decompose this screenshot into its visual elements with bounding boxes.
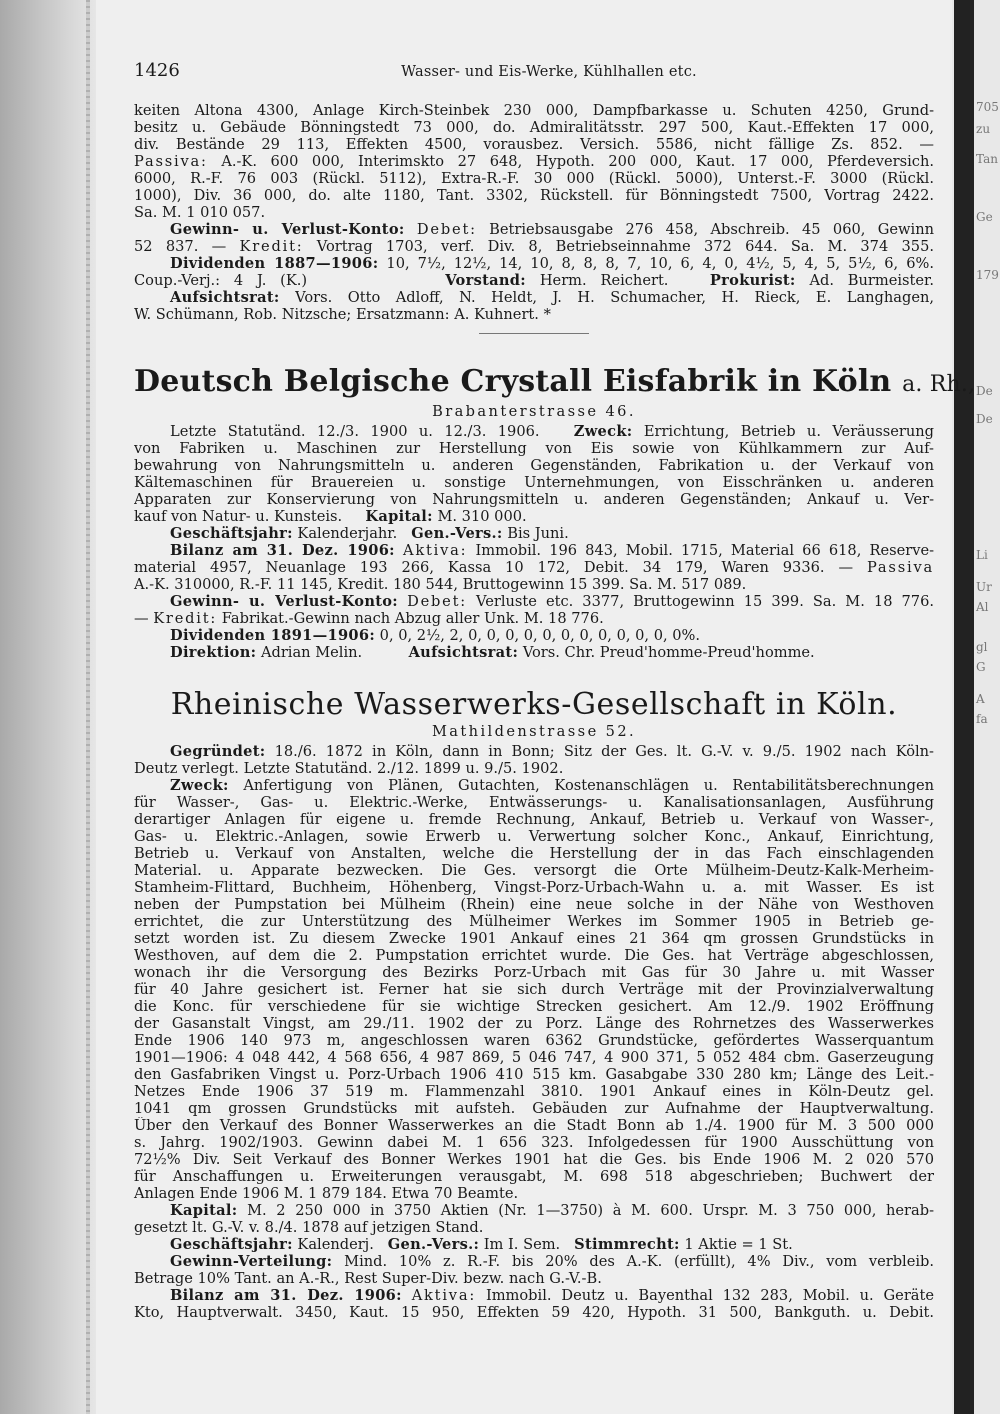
margin-fragment: Tan (976, 152, 998, 166)
margin-fragment: A (976, 692, 985, 706)
geschaeftsjahr-label: Geschäftsjahr: (170, 525, 293, 542)
text-line: 1901—1906: 4 048 442, 4 568 656, 4 987 869, 5 046 747, 4 900 371, 5 052 484 cbm. Gaserzeugung (134, 1049, 934, 1066)
text-line: s. Jahrg. 1902/1903. Gewinn dabei M. 1 656 323. Infolgedessen für 1900 Ausschüttung von (134, 1134, 934, 1151)
prokurist-text: Ad. Burmeister. (809, 272, 934, 289)
company-title: Rheinische Wasserwerks-Gesellschaft in Köln. (170, 687, 898, 722)
text-line: Apparaten zur Konservierung von Nahrungsmitteln u. anderen Gegenständen; Ankauf u. Ver- (134, 491, 934, 508)
margin-fragment: Ur (976, 580, 992, 594)
stimmrecht-text: 1 Aktie = 1 St. (684, 1236, 793, 1253)
aufsichtsrat-text: Vors. Chr. Preud'homme-Preud'homme. (522, 644, 815, 661)
dividends-values: 0, 0, 2½, 2, 0, 0, 0, 0, 0, 0, 0, 0, 0, 0, 0, 0%. (379, 627, 701, 644)
prokurist-label: Prokurist: (709, 272, 796, 289)
text-line: Kältemaschinen für Brauereien u. sonstige Unternehmungen, von Eisschränken u. anderen (134, 474, 934, 491)
page-number: 1426 (134, 60, 180, 81)
coup-vorstand-line (134, 272, 934, 289)
margin-fragment: Al (976, 600, 989, 614)
text-line: Kto, Hauptverwalt. 3450, Kaut. 15 950, Effekten 59 420, Hypoth. 31 500, Bankguth. u. Debit. (134, 1304, 934, 1321)
margin-fragment: 705 (976, 100, 999, 114)
statut-text: Letzte Statutänd. 12./3. 1900 u. 12./3. 1906. (170, 423, 540, 440)
zweck-last: kauf von Natur- u. Kunsteis. (134, 508, 343, 525)
text-line: von Fabriken u. Maschinen zur Herstellung von Eis sowie von Kühlkammern zur Auf- (134, 440, 934, 457)
geschaeftsjahr-label: Geschäftsjahr: (170, 1236, 293, 1253)
direktion-line (134, 644, 934, 661)
text-line: 6000, R.-F. 76 003 (Rückl. 5112), Extra-R.-F. 30 000 (Rückl. 5000), Unterst.-F. 3000 (Rückl. (134, 170, 934, 187)
kapital-label: Kapital: (365, 508, 433, 525)
gewinnverteilung-label: Gewinn-Verteilung: (170, 1253, 333, 1270)
section-separator (479, 333, 589, 334)
guv-line-2 (134, 238, 934, 255)
kapital-label: Kapital: (170, 1202, 238, 1219)
text-line: Stamheim-Flittard, Buchheim, Höhenberg, Vingst-Porz-Urbach-Wahn u. a. mit Wasser. Es ist (134, 879, 934, 896)
margin-fragment: fa (976, 712, 988, 726)
genvers-label: Gen.-Vers.: (411, 525, 503, 542)
guv-line (134, 593, 934, 610)
company-address: Brabanterstrasse 46. (432, 403, 636, 420)
company-section-rheinische-wasserwerks (134, 687, 934, 1321)
text-line: Gas- u. Elektric.-Anlagen, sowie Erwerb u. Verwertung solcher Konc., Ankauf, Einrichtung, (134, 828, 934, 845)
text-line: gesetzt lt. G.-V. v. 8./4. 1878 auf jetzigen Stand. (134, 1219, 484, 1236)
aufsichtsrat-text: Vors. Otto Adloff, N. Heldt, J. H. Schumacher, H. Rieck, E. Langhagen, (295, 289, 934, 306)
coup-text: Coup.-Verj.: 4 J. (K.) (134, 272, 308, 289)
gutter-shadow-bar (954, 0, 974, 1414)
kapital-text: M. 310 000. (437, 508, 527, 525)
zweck-label: Zweck: (170, 777, 229, 794)
gj-gv-line (134, 525, 934, 542)
genvers-text: Im I. Sem. (483, 1236, 561, 1253)
company-location: a. Rh., (902, 372, 976, 397)
guv-kredit-text: Vortrag 1703, verf. Div. 8, Betriebseinnahme 372 644. Sa. M. 374 355. (316, 238, 934, 255)
margin-fragment: Ge (976, 210, 993, 224)
geschaeftsjahr-text: Kalenderjahr. (297, 525, 398, 542)
text-line: Westhoven, auf dem die 2. Pumpstation errichtet wurde. Die Ges. hat Verträge abgeschlossen, (134, 947, 934, 964)
zweck-label: Zweck: (573, 423, 633, 440)
guv-debet-text: Betriebsausgabe 276 458, Abschreib. 45 060, Gewinn (489, 221, 934, 238)
margin-fragment: G (976, 660, 986, 674)
margin-fragment: De (976, 384, 993, 398)
guv-text-2: Fabrikat.-Gewinn nach Abzug aller Unk. M. 18 776. (221, 610, 604, 627)
bilanz-text-2: material 4957, Neuanlage 193 266, Kassa 10 172, Debit. 34 179, Waren 9336. — (134, 559, 854, 576)
zweck-line (134, 777, 934, 794)
stimmrecht-label: Stimmrecht: (574, 1236, 680, 1253)
bilanz-text: Immobil. 196 843, Mobil. 1715, Material 66 618, Reserve- (475, 542, 934, 559)
zweck-first: Errichtung, Betrieb u. Veräusserung (643, 423, 934, 440)
book-binding-edge (0, 0, 96, 1414)
text-line: neben der Pumpstation bei Mülheim (Rhein) eine neue solche in der Nähe von Westhoven (134, 896, 934, 913)
text-line: der Gasanstalt Vingst, am 29./11. 1902 der zu Porz. Länge des Rohrnetzes des Wasserwerkes (134, 1015, 934, 1032)
debet-word: Debet: (407, 593, 467, 610)
text-line: besitz u. Gebäude Bönningstedt 73 000, do. Admiralitätsstr. 297 500, Kaut.-Effekten 17 000, (134, 119, 934, 136)
dividends-line (134, 255, 934, 272)
zweck-body (134, 794, 934, 1185)
text-line: die Konc. für verschiedene für sie wichtige Strecken gesichert. Am 12./9. 1902 Eröffnung (134, 998, 934, 1015)
passiva-line (134, 153, 934, 170)
passiva-word: Passiva (866, 559, 934, 576)
margin-fragment: 179 (976, 268, 999, 282)
bilanz-line (134, 542, 934, 559)
margin-fragment: gl (976, 640, 988, 654)
gj-gv-stimm-line (134, 1236, 934, 1253)
vorstand-text: Herm. Reichert. (539, 272, 669, 289)
gewinnverteilung-text: Mind. 10% z. R.-F. bis 20% des A.-K. (erfüllt), 4% Div., vom verbleib. (344, 1253, 934, 1270)
text-line: Sa. M. 1 010 057. (134, 204, 266, 221)
bilanz-line-2 (134, 559, 934, 576)
guv-line2-start: 52 837. — (134, 238, 227, 255)
text-line: A.-K. 600 000, Interimskto 27 648, Hypoth. 200 000, Kaut. 17 000, Pferdeversich. (221, 153, 934, 170)
text-line: 72½% Div. Seit Verkauf des Bonner Werkes 1901 hat die Ges. bis Ende 1906 M. 2 020 570 (134, 1151, 934, 1168)
text-line: Netzes Ende 1906 37 519 m. Flammenzahl 3810. 1901 Ankauf eines in Köln-Deutz gel. (134, 1083, 934, 1100)
dividends-label: Dividenden 1887—1906: (170, 255, 379, 272)
genvers-label: Gen.-Vers.: (387, 1236, 480, 1253)
text-line: 1000), Div. 36 000, do. alte 1180, Tant. 3302, Rückstell. für Bönningstedt 7500, Vortrag 2422. (134, 187, 934, 204)
gewinnverteilung-line (134, 1253, 934, 1270)
aufsichtsrat-line (134, 289, 934, 306)
text-line: Ende 1906 140 973 m, angeschlossen waren 6362 Grundstücke, gefördertes Wasserquantum (134, 1032, 934, 1049)
margin-fragment: Li (976, 548, 988, 562)
text-line: A.-K. 310000, R.-F. 11 145, Kredit. 180 544, Bruttogewinn 15 399. Sa. M. 517 089. (134, 576, 747, 593)
guv-kredit-prefix: — (134, 610, 149, 627)
document-page (134, 60, 976, 1321)
gegruendet-label: Gegründet: (170, 743, 266, 760)
dividends-line (134, 627, 934, 644)
dividends-values: 10, 7½, 12½, 14, 10, 8, 8, 8, 7, 10, 6, 4, 0, 4½, 5, 4, 5, 5½, 6, 6%. (386, 255, 934, 272)
bilanz-line (134, 1287, 934, 1304)
aufsichtsrat-label: Aufsichtsrat: (408, 644, 519, 661)
passiva-word: Passiva: (134, 153, 208, 170)
text-line: errichtet, die zur Unterstützung des Mülheimer Werkes im Sommer 1905 in Betrieb ge- (134, 913, 934, 930)
aufsichtsrat-line-2: W. Schümann, Rob. Nitzsche; Ersatzmann: A. Kuhnert. * (134, 306, 551, 323)
genvers-text: Bis Juni. (507, 525, 569, 542)
kapital-text: M. 2 250 000 in 3750 Aktien (Nr. 1—3750) à M. 600. Urspr. M. 3 750 000, herab- (247, 1202, 934, 1219)
bilanz-label: Bilanz am 31. Dez. 1906: (170, 1287, 402, 1304)
text-line: für 40 Jahre gesichert ist. Ferner hat sie sich durch Verträge mit der Provinzialverwaltung (134, 981, 934, 998)
page-header (134, 60, 934, 84)
zweck-kapital-line (134, 508, 934, 525)
aktiva-word: Aktiva: (411, 1287, 477, 1304)
guv-line (134, 221, 934, 238)
guv-label: Gewinn- u. Verlust-Konto: (170, 221, 405, 238)
company-address: Mathildenstrasse 52. (431, 723, 637, 740)
bilanz-text: Immobil. Deutz u. Bayenthal 132 283, Mobil. u. Geräte (485, 1287, 934, 1304)
geschaeftsjahr-text: Kalenderj. (297, 1236, 374, 1253)
text-line: Über den Verkauf des Bonner Wasserwerkes an die Stadt Bonn ab 1./4. 1900 für M. 3 500 000 (134, 1117, 934, 1134)
direktion-label: Direktion: (170, 644, 257, 661)
aktiva-word: Aktiva: (403, 542, 468, 559)
dividends-label: Dividenden 1891—1906: (170, 627, 376, 644)
bilanz-label: Bilanz am 31. Dez. 1906: (170, 542, 395, 559)
company-section-crystall-eisfabrik (134, 364, 976, 661)
aufsichtsrat-label: Aufsichtsrat: (170, 289, 280, 306)
running-title: Wasser- und Eis-Werke, Kühlhallen etc. (401, 64, 697, 80)
guv-text: Verluste etc. 3377, Bruttogewinn 15 399. Sa. M. 18 776. (476, 593, 934, 610)
text-line: derartiger Anlagen für eigene u. fremde Rechnung, Ankauf, Betrieb u. Verkauf von Wasser-, (134, 811, 934, 828)
text-line: 1041 qm grossen Grundstücks mit aufsteh. Gebäuden zur Aufnahme der Hauptverwaltung. (134, 1100, 934, 1117)
guv-label: Gewinn- u. Verlust-Konto: (170, 593, 398, 610)
company-title (134, 364, 976, 403)
text-line: Deutz verlegt. Letzte Statutänd. 2./12. 1899 u. 9./5. 1902. (134, 760, 564, 777)
company-name: Deutsch Belgische Crystall Eisfabrik in Köln (134, 364, 892, 399)
kredit-word: Kredit: (239, 238, 304, 255)
gegruendet-line (134, 743, 934, 760)
text-line: für Anschaffungen u. Erweiterungen verausgabt, M. 698 518 abgeschrieben; Buchwert der (134, 1168, 934, 1185)
zweck-last: Anlagen Ende 1906 M. 1 879 184. Etwa 70 Beamte. (134, 1185, 519, 1202)
gegruendet-text: 18./6. 1872 in Köln, dann in Bonn; Sitz der Ges. lt. G.-V. v. 9./5. 1902 nach Köln- (274, 743, 934, 760)
text-line: div. Bestände 29 113, Effekten 4500, vorausbez. Versich. 5586, nicht fällige Zs. 852. — (134, 136, 934, 153)
text-line: für Wasser-, Gas- u. Elektric.-Werke, Entwässerungs- u. Kanalisationsanlagen, Ausführung (134, 794, 934, 811)
statut-zweck-line (134, 423, 934, 440)
debet-word: Debet: (416, 221, 477, 238)
margin-fragment: zu (976, 122, 991, 136)
kredit-word: Kredit: (153, 610, 218, 627)
text-line: bewahrung von Nahrungsmitteln u. anderen Gegenständen, Fabrikation u. der Verkauf von (134, 457, 934, 474)
text-line: Betrieb u. Verkauf von Anstalten, welche die Herstellung der in das Fach einschlagenden (134, 845, 934, 862)
direktion-text: Adrian Melin. (260, 644, 363, 661)
margin-fragment: De (976, 412, 993, 426)
guv-line-2 (134, 610, 934, 627)
text-line: den Gasfabriken Vingst u. Porz-Urbach 1906 410 515 km. Gasabgabe 330 280 km; Länge des Leit.- (134, 1066, 934, 1083)
continuation-block (134, 102, 934, 323)
text-line: keiten Altona 4300, Anlage Kirch-Steinbek 230 000, Dampfbarkasse u. Schuten 4250, Grund- (134, 102, 934, 119)
kapital-line (134, 1202, 934, 1219)
vorstand-label: Vorstand: (445, 272, 526, 289)
text-line: Material. u. Apparate bezwecken. Die Ges. versorgt die Orte Mülheim-Deutz-Kalk-Merheim- (134, 862, 934, 879)
zweck-first: Anfertigung von Plänen, Gutachten, Kostenanschlägen u. Rentabilitätsberechnungen (243, 777, 934, 794)
text-line: wonach ihr die Versorgung des Bezirks Porz-Urbach mit Gas für 30 Jahre u. mit Wasser (134, 964, 934, 981)
text-line: setzt worden ist. Zu diesem Zwecke 1901 Ankauf eines 21 364 qm grossen Grundstücks in (134, 930, 934, 947)
text-line: Betrage 10% Tant. an A.-R., Rest Super-Div. bezw. nach G.-V.-B. (134, 1270, 602, 1287)
